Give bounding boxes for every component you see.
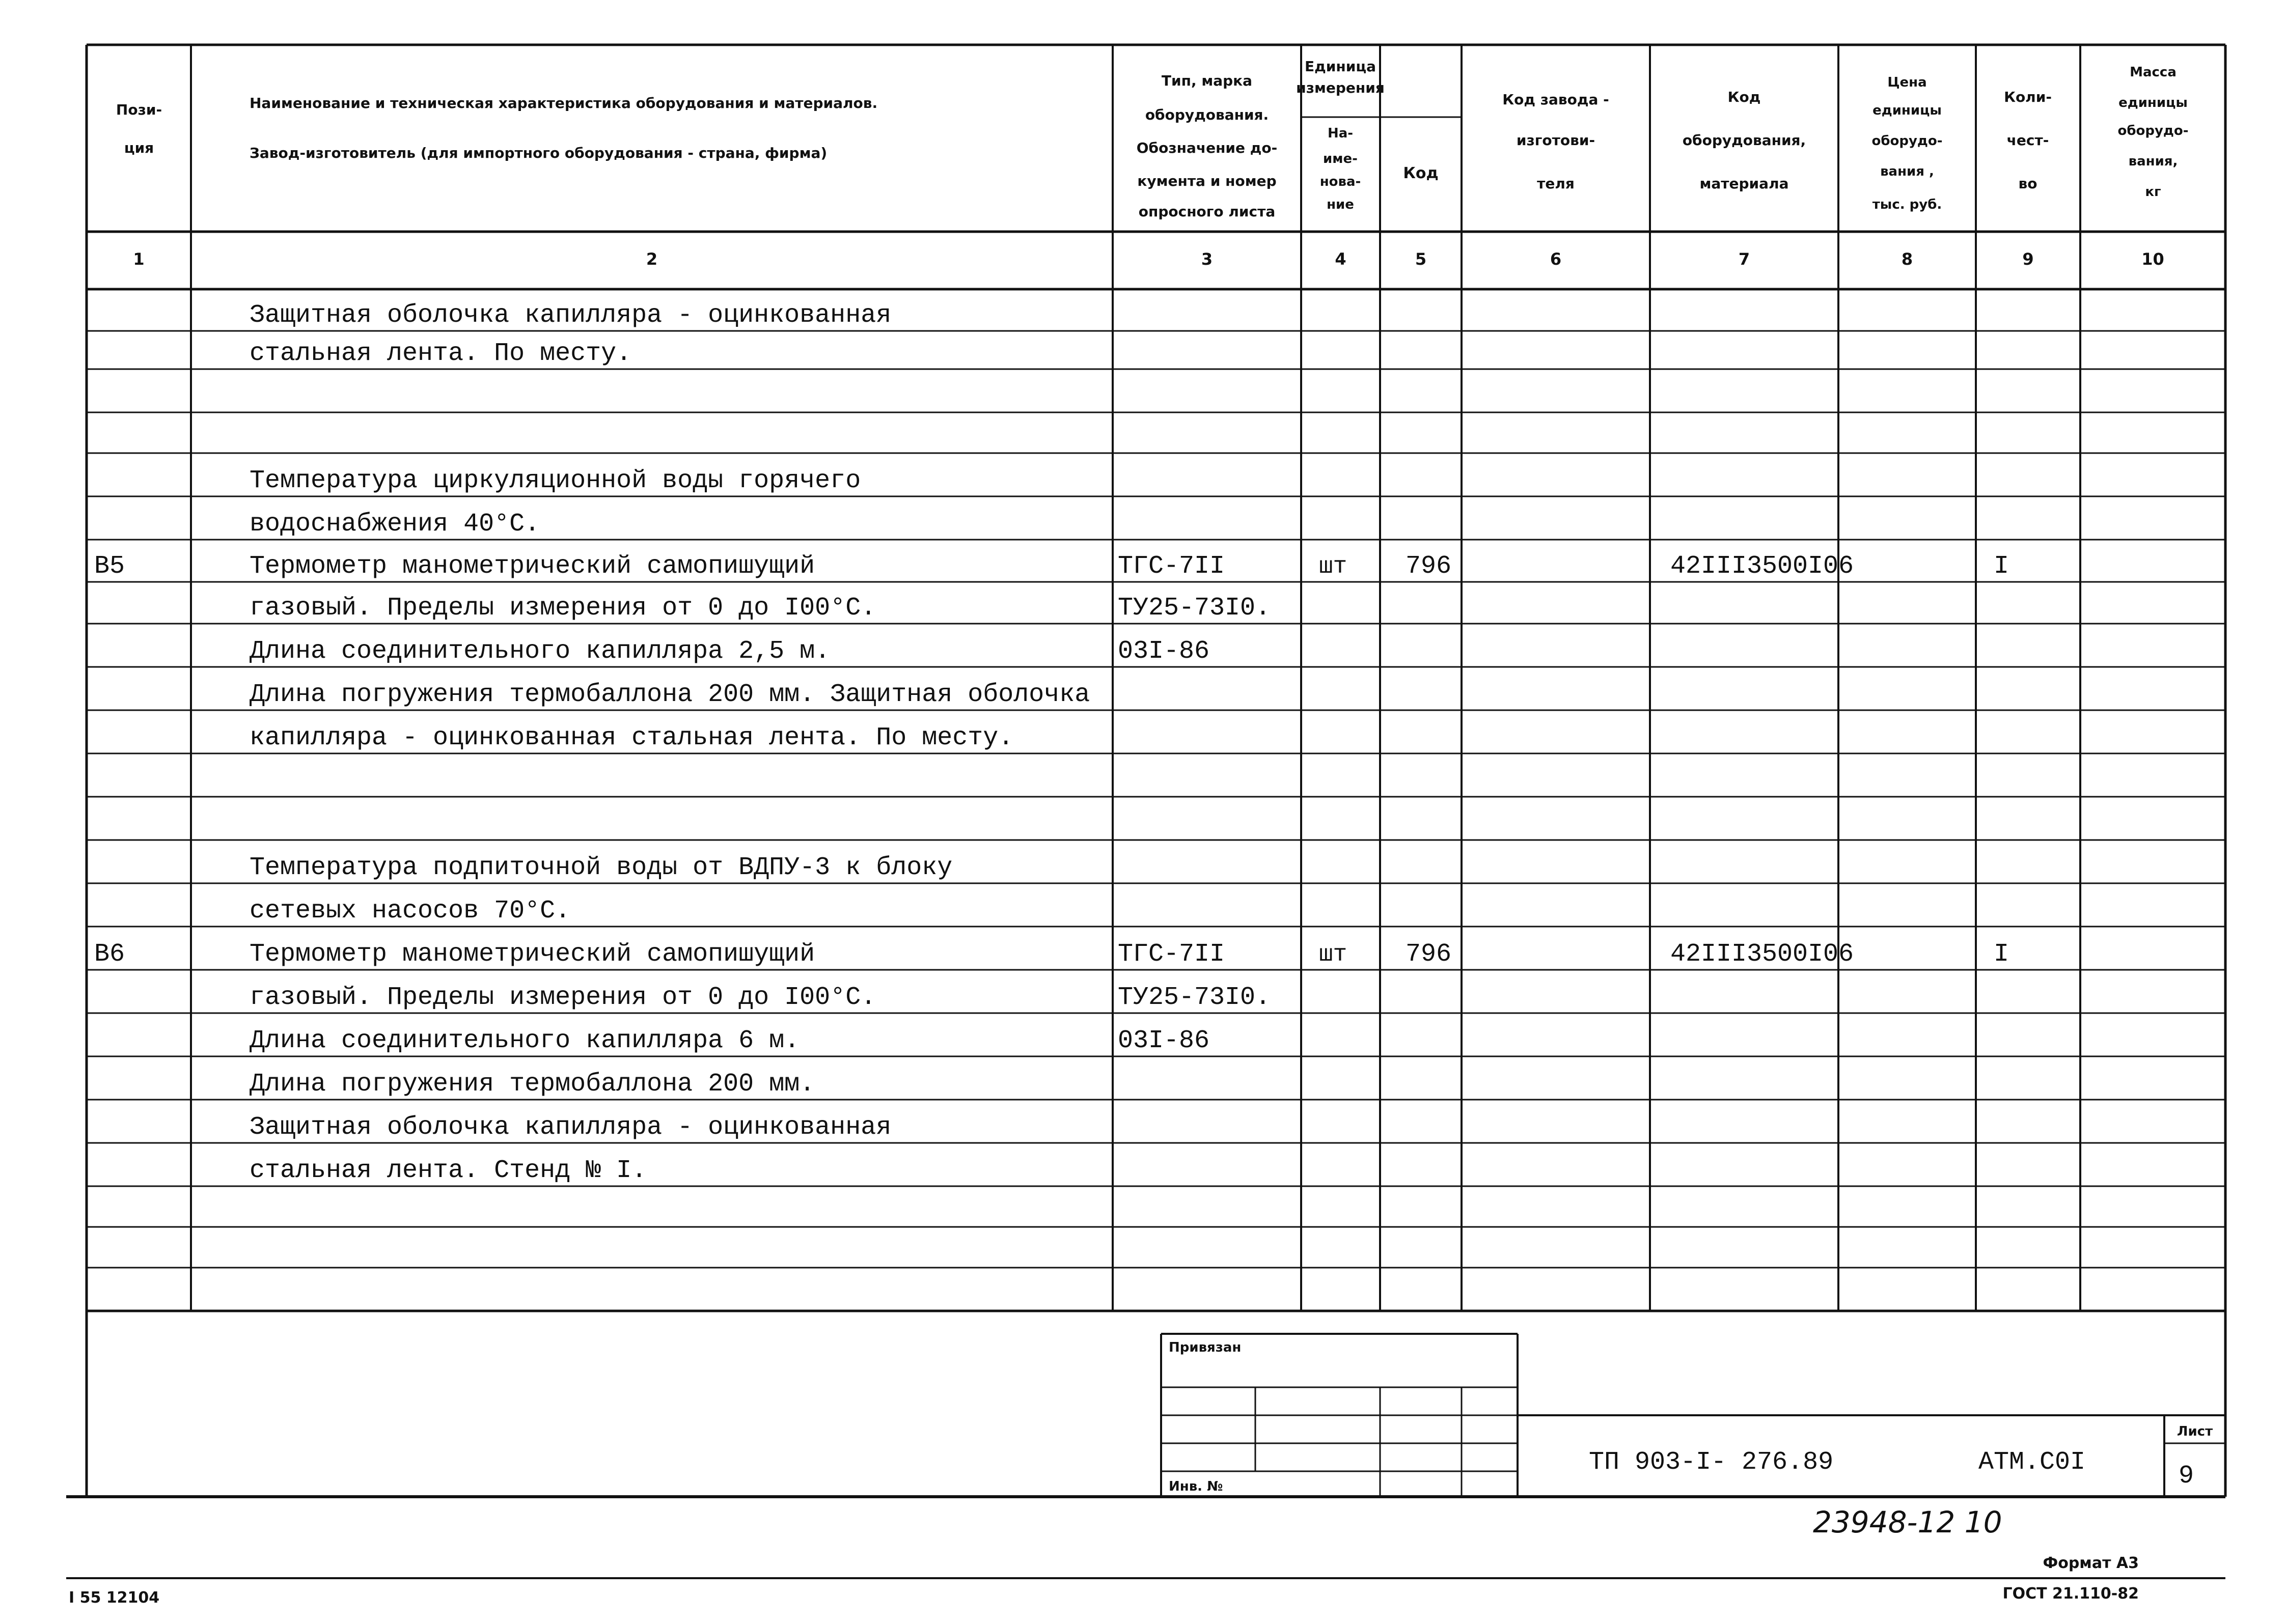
format-label: Формат А3 [2043,1554,2139,1572]
name-cell: Защитная оболочка капилляра - оцинкованная [250,301,892,330]
type-cell: ТУ25-73I0. [1118,594,1271,623]
table-body [94,301,2009,1185]
sheet-label: Лист [2177,1424,2213,1439]
name-cell: Длина погружения термобаллона 200 мм. [250,1070,815,1099]
header-text: измерения [1296,79,1385,96]
name-cell: Защитная оболочка капилляра - оцинкованная [250,1113,892,1142]
header-text: Пози- [116,101,162,118]
type-cell: ТГС-7II [1118,940,1225,969]
type-cell: 03I-86 [1118,637,1210,666]
name-cell: Длина соединительного капилляра 2,5 м. [250,637,831,666]
header-text: вания, [2128,154,2178,169]
table-row [250,637,1209,666]
name-cell: газовый. Пределы измерения от 0 до I00°С. [250,594,876,623]
name-cell: сетевых насосов 70°С. [250,897,571,926]
column-number: 9 [2022,249,2034,269]
name-cell: Температура подпиточной воды от ВДПУ-3 к блоку [250,853,953,882]
table-row [250,1113,891,1142]
header-text: оборудования, [1682,132,1806,149]
header-text: ние [1327,197,1354,212]
column-number: 10 [2141,249,2164,269]
stamp-inventory-label: Инв. № [1169,1479,1223,1494]
header-text: оборудо- [1871,133,1943,149]
header-text: Единица [1305,58,1376,75]
table-row [250,301,891,330]
table-row [250,723,1013,752]
header-text: единицы [2118,95,2188,110]
table-row [250,853,952,882]
table-row [250,1026,1209,1055]
header-text: На- [1327,126,1354,141]
header-text: Код [1727,89,1761,105]
quantity-cell: I [1994,552,2009,581]
header-text: Обозначение до- [1136,139,1278,156]
table-row [250,983,1271,1012]
name-cell: газовый. Пределы измерения от 0 до I00°С. [250,983,876,1012]
header-text: Код завода - [1502,91,1609,108]
position-cell: В6 [94,940,125,969]
equipment-code-cell: 42III3500I06 [1670,552,1854,581]
header-text: материала [1699,175,1789,192]
header-text: теля [1537,175,1575,192]
gost-label: ГОСТ 21.110-82 [2002,1585,2139,1603]
quantity-cell: I [1994,940,2009,969]
table-row [94,940,2009,969]
specification-table [94,58,2189,1185]
header-text: изготови- [1516,132,1595,149]
column-number: 2 [646,249,658,269]
table-row [250,897,570,926]
header-text: кг [2145,184,2161,200]
table-row [94,552,2009,581]
unit-code-cell: 796 [1406,552,1452,581]
handwritten-number: 23948-12 10 [1813,1505,2002,1539]
name-cell: капилляра - оцинкованная стальная лента. По месту. [250,723,1014,752]
column-number: 3 [1201,249,1213,269]
header-text: тыс. руб. [1872,197,1942,212]
header-text: Наименование и техническая характеристика оборудования и материалов. [250,95,878,111]
name-cell: Термометр манометрический самопишущий [250,552,815,581]
column-number: 5 [1415,249,1427,269]
header-text: чест- [2006,132,2049,149]
header-text: оборудования. [1145,106,1269,123]
table-row [250,1070,815,1099]
footer-left-code: I 55 12104 [69,1589,160,1607]
table-row [250,339,631,368]
document-code: ТП 903-I- 276.89 [1589,1448,1834,1477]
column-number: 1 [133,249,145,269]
position-cell: В5 [94,552,125,581]
stamp-bound-label: Привязан [1169,1340,1242,1355]
name-cell: Длина соединительного капилляра 6 м. [250,1026,800,1055]
header-text: Тип, марка [1161,72,1253,89]
unit-code-cell: 796 [1406,940,1452,969]
name-cell: Термометр манометрический самопишущий [250,940,815,969]
header-text: единицы [1872,103,1942,118]
name-cell: Температура циркуляционной воды горячего [250,466,861,495]
column-number: 4 [1335,249,1346,269]
table-row [250,594,1271,623]
table-row [250,1156,647,1185]
header-text: опросного листа [1138,203,1276,220]
header-text: во [2018,175,2037,192]
name-cell: стальная лента. По месту. [250,339,632,368]
type-cell: 03I-86 [1118,1026,1210,1055]
table-row [250,510,540,539]
name-cell: водоснабжения 40°С. [250,510,540,539]
header-text: кумента и номер [1137,173,1277,189]
header-text: нова- [1319,174,1361,189]
column-number: 6 [1550,249,1562,269]
unit-name-cell: шт [1319,941,1347,968]
header-text: Завод-изготовитель (для импортного оборудования - страна, фирма) [250,145,828,161]
header-text: оборудо- [2117,123,2189,138]
unit-name-cell: шт [1319,553,1347,580]
type-cell: ТУ25-73I0. [1118,983,1271,1012]
column-number: 8 [1901,249,1913,269]
table-row [250,466,861,495]
header-text: ция [124,139,154,156]
name-cell: стальная лента. Стенд № I. [250,1156,647,1185]
header-text: вания , [1880,164,1934,179]
header-text: Цена [1887,75,1927,90]
table-row [250,680,1090,709]
header-text: Масса [2130,65,2177,80]
equipment-code-cell: 42III3500I06 [1670,940,1854,969]
type-cell: ТГС-7II [1118,552,1225,581]
name-cell: Длина погружения термобаллона 200 мм. Защитная оболочка [250,680,1090,709]
column-number: 7 [1738,249,1750,269]
header-text: Коли- [2004,89,2052,105]
header-text: име- [1323,151,1358,166]
header-text: Код [1403,164,1439,182]
document-mark: АТМ.С0I [1978,1448,2086,1477]
sheet-number: 9 [2179,1462,2194,1491]
